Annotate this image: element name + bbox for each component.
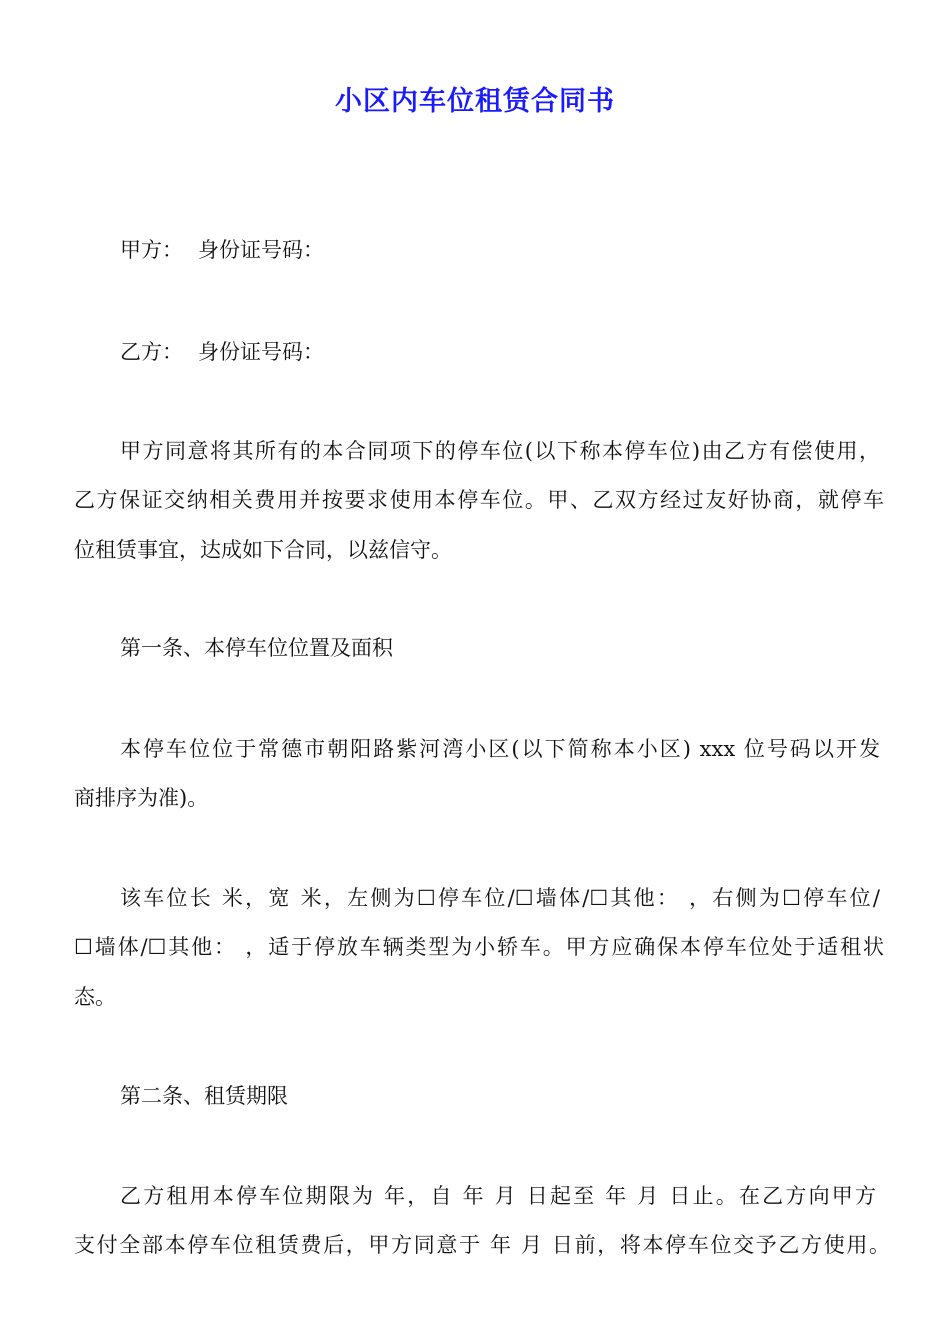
document-title: 小区内车位租赁合同书	[335, 86, 615, 117]
article-2-para1-line-1: 乙方租用本停车位期限为 年，自 年 月 日起至 年 月 日止。在乙方向甲方	[120, 1184, 876, 1208]
intro-line-1: 甲方同意将其所有的本合同项下的停车位(以下称本停车位)由乙方有偿使用，	[120, 439, 880, 463]
article-1-para2-line-3: 态。	[74, 985, 116, 1009]
article-2-heading: 第二条、租赁期限	[120, 1084, 288, 1108]
party-b-line	[120, 338, 930, 366]
intro-line-2: 乙方保证交纳相关费用并按要求使用本停车位。甲、乙双方经过友好协商，就停车	[74, 488, 884, 512]
party-b-label: 乙方：	[120, 340, 183, 364]
party-a-line	[120, 236, 930, 264]
article-2-para1-line-2: 支付全部本停车位租赁费后，甲方同意于 年 月 日前，将本停车位交予乙方使用。	[74, 1233, 890, 1257]
party-a-label: 甲方：	[120, 238, 183, 262]
article-1-para1-line-2: 商排序为准)。	[74, 786, 209, 810]
party-b-id-label: 身份证号码：	[198, 340, 324, 364]
intro-line-3: 位租赁事宜，达成如下合同，以兹信守。	[74, 538, 452, 562]
party-a-id-label: 身份证号码：	[198, 238, 324, 262]
article-1-heading: 第一条、本停车位位置及面积	[120, 636, 393, 660]
article-1-para2-line-1: 该车位长 米，宽 米，左侧为☐停车位/☐墙体/☐其他： ，右侧为☐停车位/	[120, 886, 880, 910]
article-1-para2-line-2: ☐墙体/☐其他： ，适于停放车辆类型为小轿车。甲方应确保本停车位处于适租状	[74, 935, 884, 959]
article-1-para1-line-1: 本停车位位于常德市朝阳路紫河湾小区(以下简称本小区) xxx 位号码以开发	[120, 737, 880, 761]
